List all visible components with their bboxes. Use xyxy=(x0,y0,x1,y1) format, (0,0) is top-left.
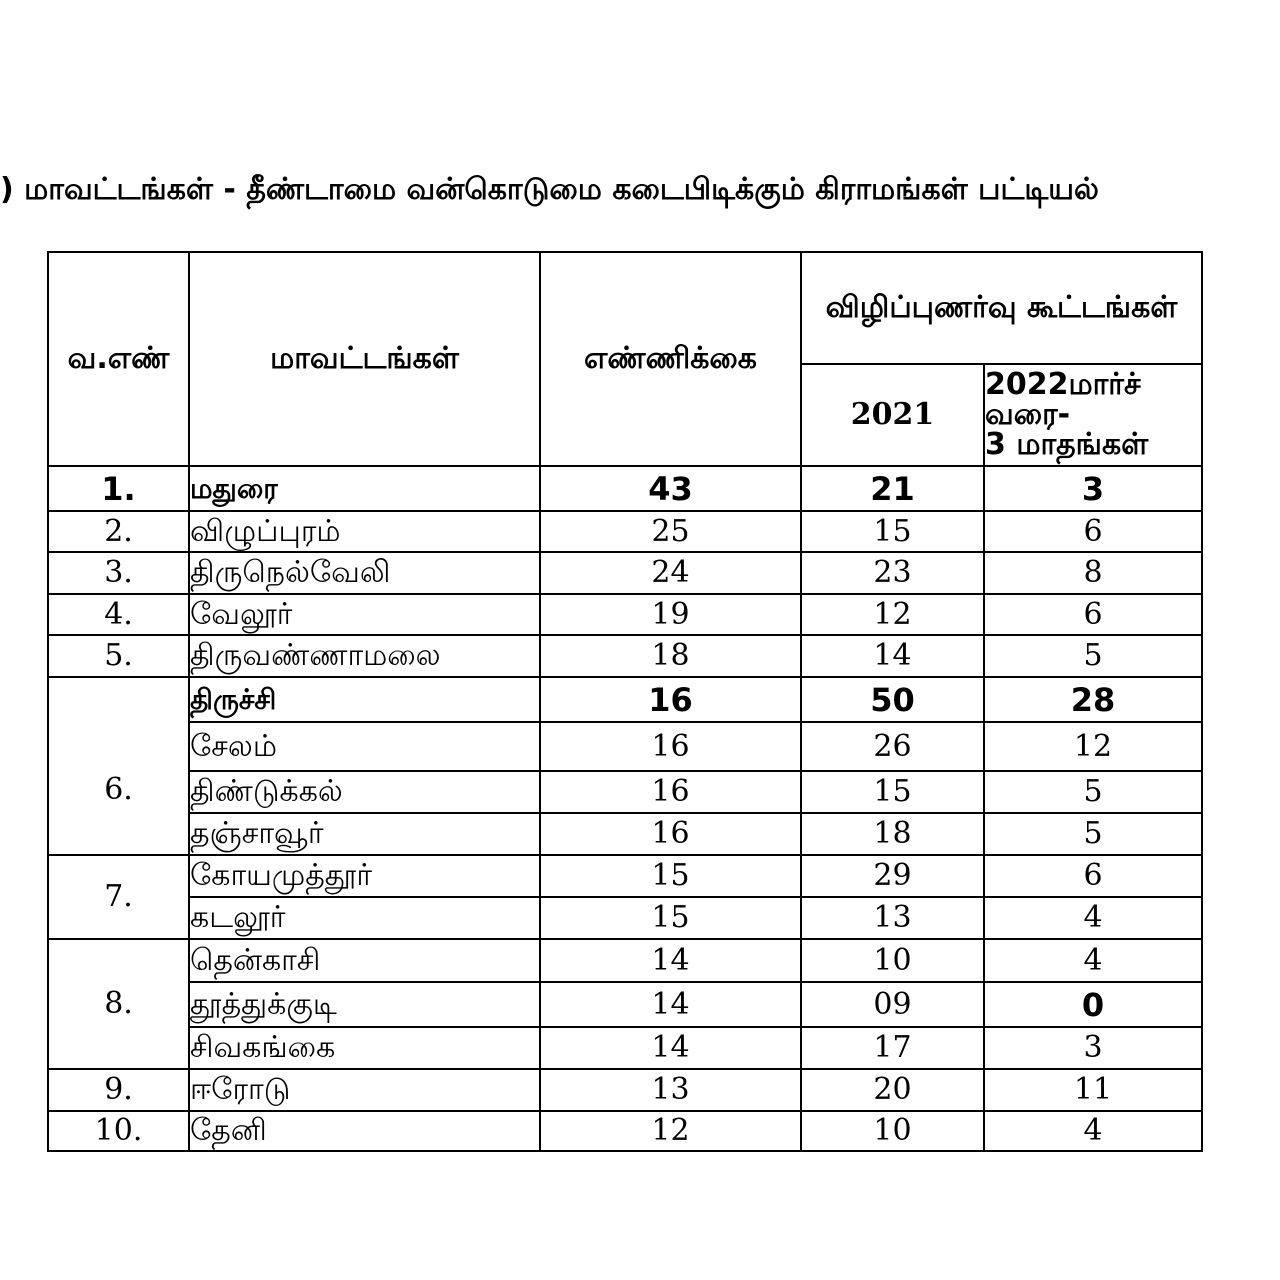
row-count: 15 xyxy=(540,855,801,897)
table-row xyxy=(48,594,1202,635)
row-count: 43 xyxy=(540,466,801,511)
row-2021: 12 xyxy=(801,594,984,635)
row-2021: 14 xyxy=(801,635,984,677)
row-2022: 11 xyxy=(984,1069,1202,1111)
table-row xyxy=(48,897,1202,939)
header-period-line3: 3 மாதங்கள் xyxy=(985,427,1149,462)
row-count: 14 xyxy=(540,939,801,982)
row-2022: 3 xyxy=(984,1027,1202,1069)
row-count: 16 xyxy=(540,722,801,771)
table-row xyxy=(48,1111,1202,1151)
header-period-line2: வரை- xyxy=(985,397,1071,432)
row-2022: 28 xyxy=(984,677,1202,722)
table-row xyxy=(48,1069,1202,1111)
row-2021: 20 xyxy=(801,1069,984,1111)
row-count: 16 xyxy=(540,677,801,722)
row-2021: 15 xyxy=(801,771,984,813)
row-2022: 3 xyxy=(984,466,1202,511)
row-district: சிவகங்கை xyxy=(189,1027,540,1069)
row-2022: 4 xyxy=(984,1111,1202,1151)
row-sno: 1. xyxy=(48,466,189,511)
header-count: எண்ணிக்கை xyxy=(540,252,801,466)
row-count: 14 xyxy=(540,982,801,1027)
row-2022: 4 xyxy=(984,897,1202,939)
row-district: தூத்துக்குடி xyxy=(189,982,540,1027)
row-count: 15 xyxy=(540,897,801,939)
row-2021: 17 xyxy=(801,1027,984,1069)
row-district: தஞ்சாவூர் xyxy=(189,813,540,855)
table-row xyxy=(48,635,1202,677)
row-2021: 23 xyxy=(801,552,984,594)
row-district: மதுரை xyxy=(189,466,540,511)
row-2021: 09 xyxy=(801,982,984,1027)
header-2022-period xyxy=(984,364,1202,466)
row-2021: 10 xyxy=(801,939,984,982)
header-period-line1: 2022மார்ச் xyxy=(985,367,1141,402)
row-2022: 12 xyxy=(984,722,1202,771)
row-sno: 5. xyxy=(48,635,189,677)
row-count: 18 xyxy=(540,635,801,677)
row-count: 13 xyxy=(540,1069,801,1111)
row-sno: 3. xyxy=(48,552,189,594)
header-district: மாவட்டங்கள் xyxy=(189,252,540,466)
table-row xyxy=(48,939,1202,982)
row-district: திண்டுக்கல் xyxy=(189,771,540,813)
row-sno: 4. xyxy=(48,594,189,635)
header-meetings: விழிப்புணர்வு கூட்டங்கள் xyxy=(801,252,1202,364)
row-2022: 6 xyxy=(984,594,1202,635)
row-count: 14 xyxy=(540,1027,801,1069)
row-count: 12 xyxy=(540,1111,801,1151)
row-count: 25 xyxy=(540,511,801,552)
row-sno: 9. xyxy=(48,1069,189,1111)
row-2021: 50 xyxy=(801,677,984,722)
table-row xyxy=(48,677,1202,722)
row-district: கோயமுத்தூர் xyxy=(189,855,540,897)
table-row xyxy=(48,1027,1202,1069)
districts-table xyxy=(47,251,1203,1152)
table-row xyxy=(48,855,1202,897)
row-2021: 26 xyxy=(801,722,984,771)
row-2022: 0 xyxy=(984,982,1202,1027)
row-2021: 21 xyxy=(801,466,984,511)
row-district: விழுப்புரம் xyxy=(189,511,540,552)
row-2022: 6 xyxy=(984,511,1202,552)
table-row xyxy=(48,722,1202,771)
row-2022: 5 xyxy=(984,771,1202,813)
row-district: திருவண்ணாமலை xyxy=(189,635,540,677)
table-row xyxy=(48,466,1202,511)
row-2021: 15 xyxy=(801,511,984,552)
row-count: 19 xyxy=(540,594,801,635)
row-sno: 6. xyxy=(48,677,189,855)
row-2021: 18 xyxy=(801,813,984,855)
row-count: 16 xyxy=(540,813,801,855)
row-sno: 8. xyxy=(48,939,189,1069)
row-district: ஈரோடு xyxy=(189,1069,540,1111)
row-2022: 5 xyxy=(984,813,1202,855)
row-2022: 8 xyxy=(984,552,1202,594)
row-district: வேலூர் xyxy=(189,594,540,635)
row-district: சேலம் xyxy=(189,722,540,771)
row-2022: 4 xyxy=(984,939,1202,982)
header-2021: 2021 xyxy=(801,364,984,466)
row-district: திருநெல்வேலி xyxy=(189,552,540,594)
row-sno: 10. xyxy=(48,1111,189,1151)
table-row xyxy=(48,982,1202,1027)
table-row xyxy=(48,552,1202,594)
row-2021: 13 xyxy=(801,897,984,939)
row-sno: 7. xyxy=(48,855,189,939)
page-title: ) மாவட்டங்கள் - தீண்டாமை வன்கொடுமை கடைபிடிக்கும் கிராமங்கள் பட்டியல் xyxy=(0,172,1099,207)
row-district: தென்காசி xyxy=(189,939,540,982)
table-row xyxy=(48,771,1202,813)
table-row xyxy=(48,511,1202,552)
row-2021: 29 xyxy=(801,855,984,897)
row-district: தேனி xyxy=(189,1111,540,1151)
row-district: திருச்சி xyxy=(189,677,540,722)
table-row xyxy=(48,813,1202,855)
row-sno: 2. xyxy=(48,511,189,552)
row-district: கடலூர் xyxy=(189,897,540,939)
row-2022: 5 xyxy=(984,635,1202,677)
header-sno: வ.எண் xyxy=(48,252,189,466)
row-2021: 10 xyxy=(801,1111,984,1151)
row-count: 24 xyxy=(540,552,801,594)
row-2022: 6 xyxy=(984,855,1202,897)
row-count: 16 xyxy=(540,771,801,813)
